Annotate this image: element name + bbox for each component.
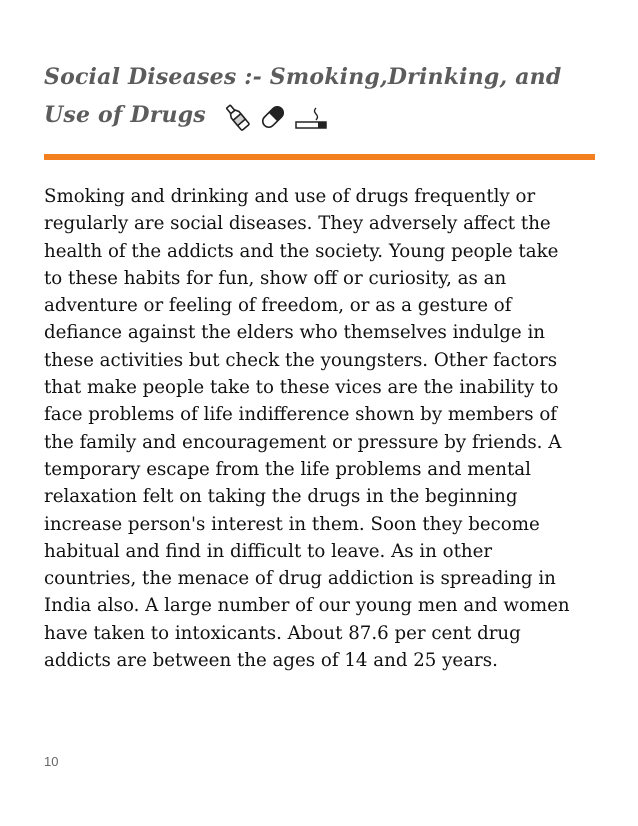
title-icons: [222, 97, 334, 135]
page-title: [44, 58, 604, 135]
body-line: temporary escape from the life problems and mental: [44, 458, 531, 480]
pill-icon: [258, 102, 288, 132]
body-line: these activities but check the youngsters. Other factors: [44, 349, 558, 371]
page-title-text: Social Diseases :- Smoking,Drinking, and Use of Drugs: [44, 64, 562, 128]
body-line: face problems of life indifference shown by members of: [44, 404, 558, 426]
page-number: 10: [44, 754, 59, 769]
body-line: increase person's interest in them. Soon they become: [44, 513, 540, 535]
body-paragraph: [44, 183, 600, 674]
title-divider: [44, 154, 595, 160]
body-line: regularly are social diseases. They adversely affect the: [44, 213, 551, 235]
body-line: the family and encouragement or pressure by friends. A: [44, 431, 562, 453]
cigarette-icon: [294, 102, 328, 132]
bottle-icon: [222, 102, 252, 132]
body-line: relaxation felt on taking the drugs in the beginning: [44, 486, 518, 508]
body-line: to these habits for fun, show off or curiosity, as an: [44, 267, 507, 289]
body-line: countries, the menace of drug addiction is spreading in: [44, 568, 556, 590]
body-line: health of the addicts and the society. Young people take: [44, 240, 559, 262]
body-line: that make people take to these vices are the inability to: [44, 377, 559, 399]
body-line: defiance against the elders who themselves indulge in: [44, 322, 545, 344]
body-line: Smoking and drinking and use of drugs frequently or: [44, 186, 536, 207]
body-line: addicts are between the ages of 14 and 25 years.: [44, 650, 498, 672]
body-line: adventure or feeling of freedom, or as a gesture of: [44, 295, 512, 317]
body-line: India also. A large number of our young men and women: [44, 595, 570, 617]
body-line: have taken to intoxicants. About 87.6 per cent drug: [44, 622, 521, 644]
body-line: habitual and find in difficult to leave. As in other: [44, 540, 493, 562]
